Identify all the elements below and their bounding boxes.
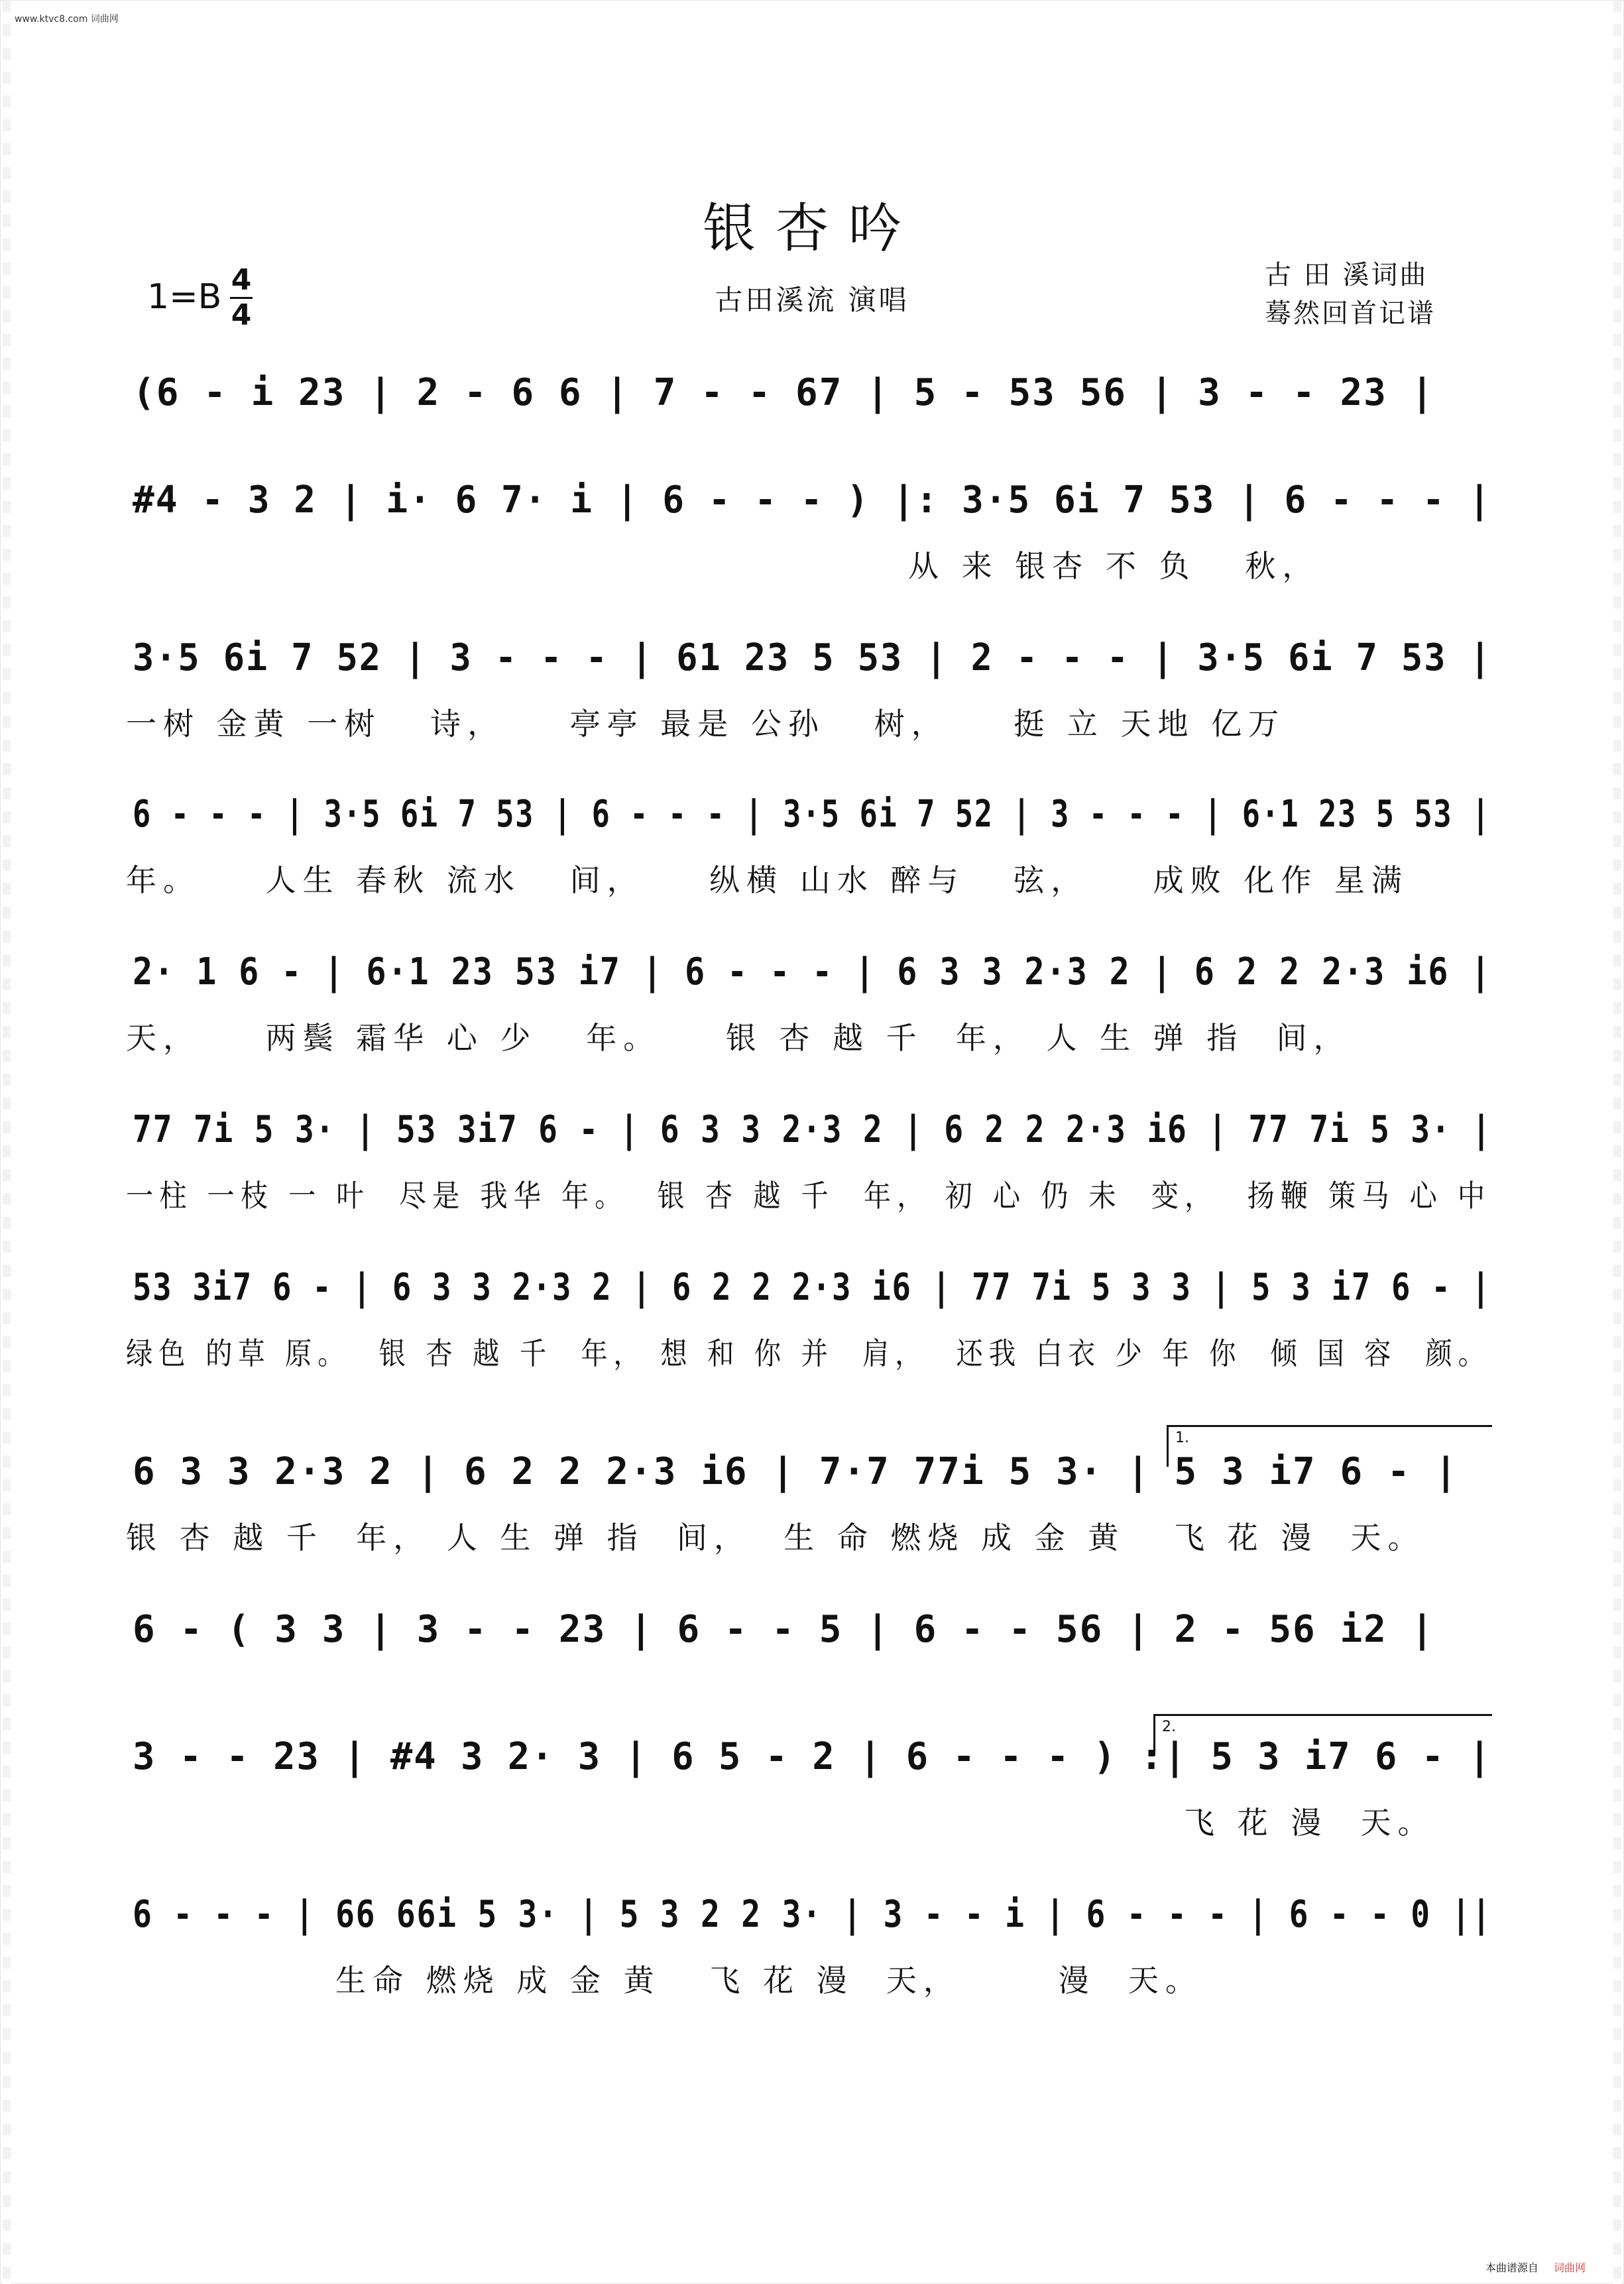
- notes: 3·5 6i 7 52 | 3 - - - | 61 23 5 53 | 2 - - - | 3·5 6i 7 53 |: [133, 636, 1492, 679]
- notes: 77 7i 5 3· | 53 3i7 6 - | 6 3 3 2·3 2 | 6 2 2 2·3 i6 | 77 7i 5 3· |: [133, 1108, 1492, 1151]
- lyrics: 飞 花 漫 天。: [1184, 1805, 1435, 1841]
- lyricist-composer: 古 田 溪词曲: [1265, 260, 1428, 290]
- transcriber: 蓦然回首记谱: [1265, 298, 1436, 329]
- lyrics: 银 杏 越 千 年， 人 生 弹 指 间， 生 命 燃烧 成 金 黄 飞 花 漫 天。: [126, 1520, 1425, 1556]
- side-watermark-strip: [3, 0, 11, 2284]
- credits: [1265, 256, 1436, 333]
- volta-number: 2.: [1162, 1719, 1176, 1735]
- score-line: [126, 793, 1491, 898]
- lyrics: 从 来 银杏 不 负 秋，: [908, 548, 1320, 584]
- notes: 6 3 3 2·3 2 | 6 2 2 2·3 i6 | 7·7 77i 5 3· | 5 3 i7 6 - |: [133, 1450, 1459, 1493]
- notes: 3 - - 23 | #4 3 2· 3 | 6 5 - 2 | 6 - - - ) :| 5 3 i7 6 - |: [133, 1735, 1492, 1778]
- score-line: [126, 1266, 1491, 1371]
- singer-credit: 古田溪流 演唱: [715, 284, 909, 316]
- lyrics: 一柱 一枝 一 叶 尽是 我华 年。 银 杏 越 千 年， 初 心 仍 未 变， 扬鞭 策马 心 中: [126, 1178, 1491, 1214]
- notes: 6 - ( 3 3 | 3 - - 23 | 6 - - 5 | 6 - - 56 | 2 - 56 i2 |: [133, 1608, 1435, 1651]
- score-line: [126, 636, 1492, 742]
- notes: 6 - - - | 3·5 6i 7 53 | 6 - - - | 3·5 6i 7 52 | 3 - - - | 6·1 23 5 53 |: [133, 793, 1491, 836]
- time-bottom: 4: [231, 298, 252, 332]
- notes: #4 - 3 2 | i· 6 7· i | 6 - - - ) |: 3·5 6i 7 53 | 6 - - - |: [133, 479, 1492, 522]
- score-line: [133, 1893, 1492, 1998]
- notes: 6 - - - | 66 66i 5 3· | 5 3 2 2 3· | 3 - - i | 6 - - - | 6 - - 0 ||: [133, 1893, 1492, 1936]
- source-url: www.ktvc8.com 词曲网: [15, 14, 119, 25]
- time-top: 4: [231, 263, 252, 297]
- volta-number: 1.: [1175, 1430, 1189, 1446]
- score-line: [133, 371, 1491, 424]
- notes: 2· 1 6 - | 6·1 23 53 i7 | 6 - - - | 6 3 3 2·3 2 | 6 2 2 2·3 i6 |: [133, 950, 1492, 994]
- lyrics: 天， 两鬓 霜华 心 少 年。 银 杏 越 千 年， 人 生 弹 指 间，: [126, 1020, 1351, 1056]
- score-line: [133, 1719, 1492, 1841]
- footer-site: 词曲网: [1553, 2261, 1586, 2274]
- score-line: [126, 1430, 1491, 1556]
- lyrics: 绿色 的草 原。 银 杏 越 千 年， 想 和 你 并 肩， 还我 白衣 少 年 你 倾 国 容 颜。: [126, 1336, 1491, 1371]
- song-title: 银杏吟: [703, 198, 921, 259]
- score-line: [133, 479, 1492, 584]
- notes: (6 - i 23 | 2 - 6 6 | 7 - - 67 | 5 - 53 56 | 3 - - 23 |: [133, 371, 1435, 414]
- score-line: [133, 1608, 1491, 1661]
- lyrics: 年。 人生 春秋 流水 间， 纵横 山水 醉与 弦， 成败 化作 星满: [126, 862, 1409, 898]
- score-line: [126, 1108, 1492, 1214]
- footer-credit: [1485, 2259, 1586, 2275]
- footer-source: 本曲谱源自: [1485, 2261, 1538, 2274]
- lyrics: 一树 金黄 一树 诗， 亭亭 最是 公孙 树， 挺 立 天地 亿万: [126, 706, 1286, 742]
- side-watermark-strip: [1613, 0, 1621, 2284]
- key-label: 1=B: [147, 277, 222, 317]
- notes: 53 3i7 6 - | 6 3 3 2·3 2 | 6 2 2 2·3 i6 | 77 7i 5 3 3 | 5 3 i7 6 - |: [133, 1266, 1491, 1309]
- score-line: [126, 950, 1492, 1056]
- lyrics: 生命 燃烧 成 金 黄 飞 花 漫 天， 漫 天。: [335, 1963, 1202, 1998]
